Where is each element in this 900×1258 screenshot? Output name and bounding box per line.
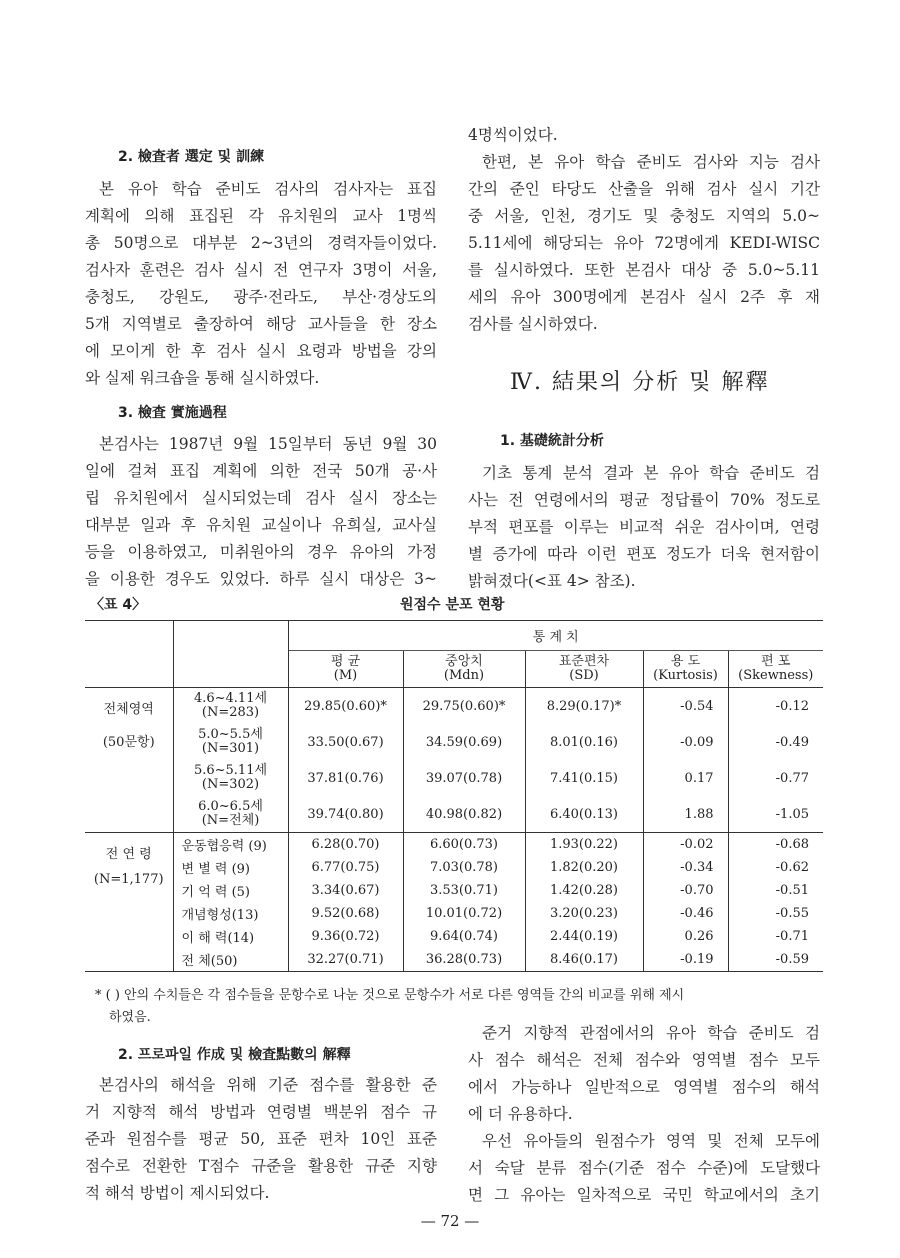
table-row — [85, 856, 823, 879]
row-label-age: 4.6~4.11세 — [193, 691, 268, 706]
table-cell: -0.55 — [775, 906, 809, 921]
body-text — [85, 176, 437, 392]
row-label — [173, 796, 288, 833]
table-cell: 2.44(0.19) — [525, 925, 643, 948]
body-text — [468, 122, 820, 338]
row-label: 전 체(50) — [173, 948, 288, 972]
column-header-en: (Skewness) — [738, 668, 814, 683]
table-row — [85, 796, 823, 833]
column-header-ko: 편 포 — [761, 654, 791, 669]
table-cell: -0.34 — [643, 856, 728, 879]
footnote-line: * ( ) 안의 수치들은 각 점수들을 문항수로 나눈 것으로 문항수가 서로 다른 영역들 간의 비교를 위해 제시 — [95, 988, 685, 1003]
table-cell: -0.19 — [643, 948, 728, 972]
text-line: 를 실시하였다. 또한 본검사 대상 중 5.0~5.11 — [468, 261, 820, 279]
text-line: 검사자 훈련은 검사 실시 전 연구자 3명이 서울, — [85, 261, 437, 279]
row-label: 이 해 력(14) — [173, 925, 288, 948]
text-line: 와 실제 워크숍을 통해 실시하였다. — [85, 369, 320, 387]
text-line: 세의 유아 300명에게 본검사 실시 2주 후 재 — [468, 288, 820, 306]
table-cell: 0.17 — [643, 760, 728, 796]
text-line: 일에 걸쳐 표집 계획에 의한 전국 50개 공·사 — [85, 462, 437, 480]
header-cell — [85, 620, 173, 688]
header-cell — [173, 620, 288, 688]
text-line: 본 유아 학습 준비도 검사의 검사자는 표집 — [99, 180, 437, 198]
text-line: 사 점수 해석은 전체 점수와 영역별 점수 모두 — [468, 1051, 820, 1069]
body-text — [468, 1020, 820, 1209]
table-cell: -0.71 — [775, 929, 809, 944]
chapter-title: Ⅳ. 結果의 分析 및 解釋 — [510, 370, 770, 395]
table-cell: -0.62 — [775, 860, 809, 875]
group-sublabel: (N=1,177) — [93, 872, 164, 887]
table-cell: 1.82(0.20) — [525, 856, 643, 879]
row-label-age: 5.6~5.11세 — [193, 763, 268, 778]
column-header-ko: 용 도 — [670, 654, 701, 669]
column-header-ko: 중앙치 — [445, 654, 483, 669]
text-line: 계획에 의해 표집된 각 유치원의 교사 1명씩 — [85, 207, 437, 225]
table-cell: 29.75(0.60)* — [403, 688, 525, 725]
column-header-en: (SD) — [569, 668, 599, 683]
table-cell: 39.74(0.80) — [288, 796, 403, 833]
row-label — [173, 724, 288, 760]
body-text — [85, 1072, 437, 1207]
text-line: 에 모이게 한 후 검사 실시 요령과 방법을 강의 — [85, 342, 437, 360]
row-label-n: (N=283) — [201, 705, 260, 720]
table-cell: -0.51 — [775, 883, 809, 898]
column-header-sd — [525, 651, 643, 688]
row-label: 개념형성(13) — [173, 902, 288, 925]
table-cell: 8.46(0.17) — [525, 948, 643, 972]
table-cell: 3.34(0.67) — [288, 879, 403, 902]
text-line: 에서 가능하나 일반적으로 영역별 점수의 해석 — [468, 1078, 820, 1096]
table-cell: 6.40(0.13) — [525, 796, 643, 833]
table-row — [85, 925, 823, 948]
column-header-ko: 평 균 — [330, 654, 361, 669]
column-header-en: (M) — [333, 668, 358, 683]
table-cell: 6.60(0.73) — [403, 833, 525, 857]
text-line: 충청도, 강원도, 광주·전라도, 부산·경상도의 — [85, 288, 437, 306]
text-line: 에 더 유용하다. — [468, 1105, 573, 1123]
text-line: 한편, 본 유아 학습 준비도 검사와 지능 검사 — [482, 153, 820, 171]
body-text — [468, 460, 820, 595]
table-cell: 1.93(0.22) — [525, 833, 643, 857]
table-cell: 32.27(0.71) — [288, 948, 403, 972]
text-line: 우선 유아들의 원점수가 영역 및 전체 모두에 — [482, 1132, 820, 1150]
table-cell: 34.59(0.69) — [403, 724, 525, 760]
text-line: 본검사는 1987년 9월 15일부터 동년 9월 30 — [99, 435, 437, 453]
table-cell: 7.41(0.15) — [525, 760, 643, 796]
text-line: 중 서울, 인천, 경기도 및 충청도 지역의 5.0~ — [468, 207, 820, 225]
row-label-n: (N=전체) — [201, 813, 260, 828]
table-row — [85, 902, 823, 925]
text-line: 거 지향적 해석 방법과 연령별 백분위 점수 규 — [85, 1103, 437, 1121]
table-cell: 1.88 — [643, 796, 728, 833]
column-header-en: (Kurtosis) — [653, 668, 718, 683]
row-label-n: (N=301) — [201, 741, 260, 756]
table-cell: 3.20(0.23) — [525, 902, 643, 925]
text-line: 준거 지향적 관점에서의 유아 학습 준비도 검 — [482, 1024, 820, 1042]
table-row — [85, 760, 823, 796]
row-label: 변 별 력 (9) — [173, 856, 288, 879]
group-sublabel: (50문항) — [102, 735, 155, 750]
table-cell: -0.09 — [643, 724, 728, 760]
row-label-age: 6.0~6.5세 — [198, 799, 263, 814]
table-cell: 36.28(0.73) — [403, 948, 525, 972]
row-label — [173, 688, 288, 725]
text-line: 면 그 유아는 일차적으로 국민 학교에서의 초기 — [468, 1186, 820, 1204]
column-header-skewness — [728, 651, 823, 688]
text-line: 4명씩이었다. — [468, 126, 558, 144]
table-cell: 40.98(0.82) — [403, 796, 525, 833]
text-line: 5개 지역별로 출장하여 해당 교사들을 한 장소 — [85, 315, 437, 333]
table-cell: 29.85(0.60)* — [288, 688, 403, 725]
table-cell: 6.28(0.70) — [288, 833, 403, 857]
table-cell: 9.36(0.72) — [288, 925, 403, 948]
section-heading: 3. 檢査 實施過程 — [118, 405, 227, 421]
table-label: 〈표 4〉 — [90, 597, 147, 613]
table-cell: 6.77(0.75) — [288, 856, 403, 879]
text-line: 5.11세에 해당되는 유아 72명에게 KEDI-WISC — [468, 234, 820, 252]
row-label-age: 5.0~5.5세 — [198, 727, 263, 742]
table-cell: 7.03(0.78) — [403, 856, 525, 879]
table-header-row — [85, 620, 823, 651]
table-cell: 9.64(0.74) — [403, 925, 525, 948]
row-label-n: (N=302) — [201, 777, 260, 792]
column-header-ko: 표준편차 — [558, 654, 610, 669]
column-header-mean — [288, 651, 403, 688]
group-label: 전체영역 — [103, 702, 154, 717]
body-text — [85, 431, 437, 593]
text-line: 별 증가에 따라 이런 편포 정도가 더욱 현저함이 — [468, 545, 820, 563]
table-title: 원점수 분포 현황 — [400, 597, 505, 613]
row-label: 운동협응력 (9) — [173, 833, 288, 857]
section-heading: 2. 檢査者 選定 및 訓練 — [118, 149, 265, 165]
table-cell: -0.54 — [643, 688, 728, 725]
text-line: 대부분 일과 후 유치원 교실이나 유희실, 교사실 — [85, 516, 437, 534]
table-cell: 8.01(0.16) — [525, 724, 643, 760]
table-cell: -0.02 — [643, 833, 728, 857]
page-number: — 72 — — [420, 1212, 480, 1230]
table-cell: 9.52(0.68) — [288, 902, 403, 925]
table-cell: -0.12 — [775, 698, 809, 714]
table-row — [85, 879, 823, 902]
text-line: 사는 전 연령에서의 평균 정답률이 70% 정도로 — [468, 491, 820, 509]
table-row — [85, 948, 823, 972]
group-label-cell — [85, 833, 173, 972]
text-line: 총 50명으로 대부분 2~3년의 경력자들이었다. — [85, 234, 437, 252]
text-line: 을 이용한 경우도 있었다. 하루 실시 대상은 3~ — [85, 570, 437, 588]
text-line: 검사를 실시하였다. — [468, 315, 598, 333]
text-line: 부적 편포를 이루는 비교적 쉬운 검사이며, 연령 — [468, 518, 820, 536]
text-line: 등을 이용하였고, 미취원아의 경우 유아의 가정 — [85, 543, 437, 561]
text-line: 점수로 전환한 T점수 규준을 활용한 규준 지향 — [85, 1157, 437, 1175]
stats-table — [85, 620, 823, 972]
table-row — [85, 724, 823, 760]
text-line: 적 해석 방법이 제시되었다. — [85, 1184, 270, 1202]
footnote-line: 하였음. — [109, 1010, 151, 1025]
table-cell: 37.81(0.76) — [288, 760, 403, 796]
table-cell: 10.01(0.72) — [403, 902, 525, 925]
text-line: 본검사의 해석을 위해 기준 점수를 활용한 준 — [99, 1076, 437, 1094]
table-cell: -0.46 — [643, 902, 728, 925]
column-header-en: (Mdn) — [443, 668, 485, 683]
table-cell: -0.59 — [775, 952, 809, 967]
text-line: 밝혀졌다(<표 4> 참조). — [468, 572, 636, 590]
table-cell: 0.26 — [643, 925, 728, 948]
text-line: 간의 준인 타당도 산출을 위해 검사 실시 기간 — [468, 180, 820, 198]
group-label-cell — [85, 688, 173, 833]
section-heading: 1. 基礎統計分析 — [500, 433, 604, 449]
table-cell: 8.29(0.17)* — [525, 688, 643, 725]
column-header-median — [403, 651, 525, 688]
table-cell: -0.68 — [775, 837, 809, 852]
row-label: 기 억 력 (5) — [173, 879, 288, 902]
table-row — [85, 688, 823, 725]
text-line: 준과 원점수를 평균 50, 표준 편차 10인 표준 — [85, 1130, 437, 1148]
table-cell: -0.49 — [775, 734, 809, 750]
table-cell: 39.07(0.78) — [403, 760, 525, 796]
table-cell: -0.77 — [775, 770, 809, 786]
table-cell: 1.42(0.28) — [525, 879, 643, 902]
stat-group-header: 통 계 치 — [288, 620, 823, 651]
group-label: 전 연 령 — [105, 847, 152, 862]
table-cell: 3.53(0.71) — [403, 879, 525, 902]
table-cell: 33.50(0.67) — [288, 724, 403, 760]
section-heading: 2. 프로파일 作成 및 檢査點數의 解釋 — [118, 1047, 351, 1063]
table-cell: -1.05 — [775, 806, 809, 822]
table-row — [85, 833, 823, 857]
column-header-kurtosis — [643, 651, 728, 688]
table-cell: -0.70 — [643, 879, 728, 902]
text-line: 립 유치원에서 실시되었는데 검사 실시 장소는 — [85, 489, 437, 507]
text-line: 서 숙달 분류 점수(기준 점수 수준)에 도달했다 — [468, 1159, 820, 1177]
row-label — [173, 760, 288, 796]
text-line: 기초 통계 분석 결과 본 유아 학습 준비도 검 — [482, 464, 820, 482]
